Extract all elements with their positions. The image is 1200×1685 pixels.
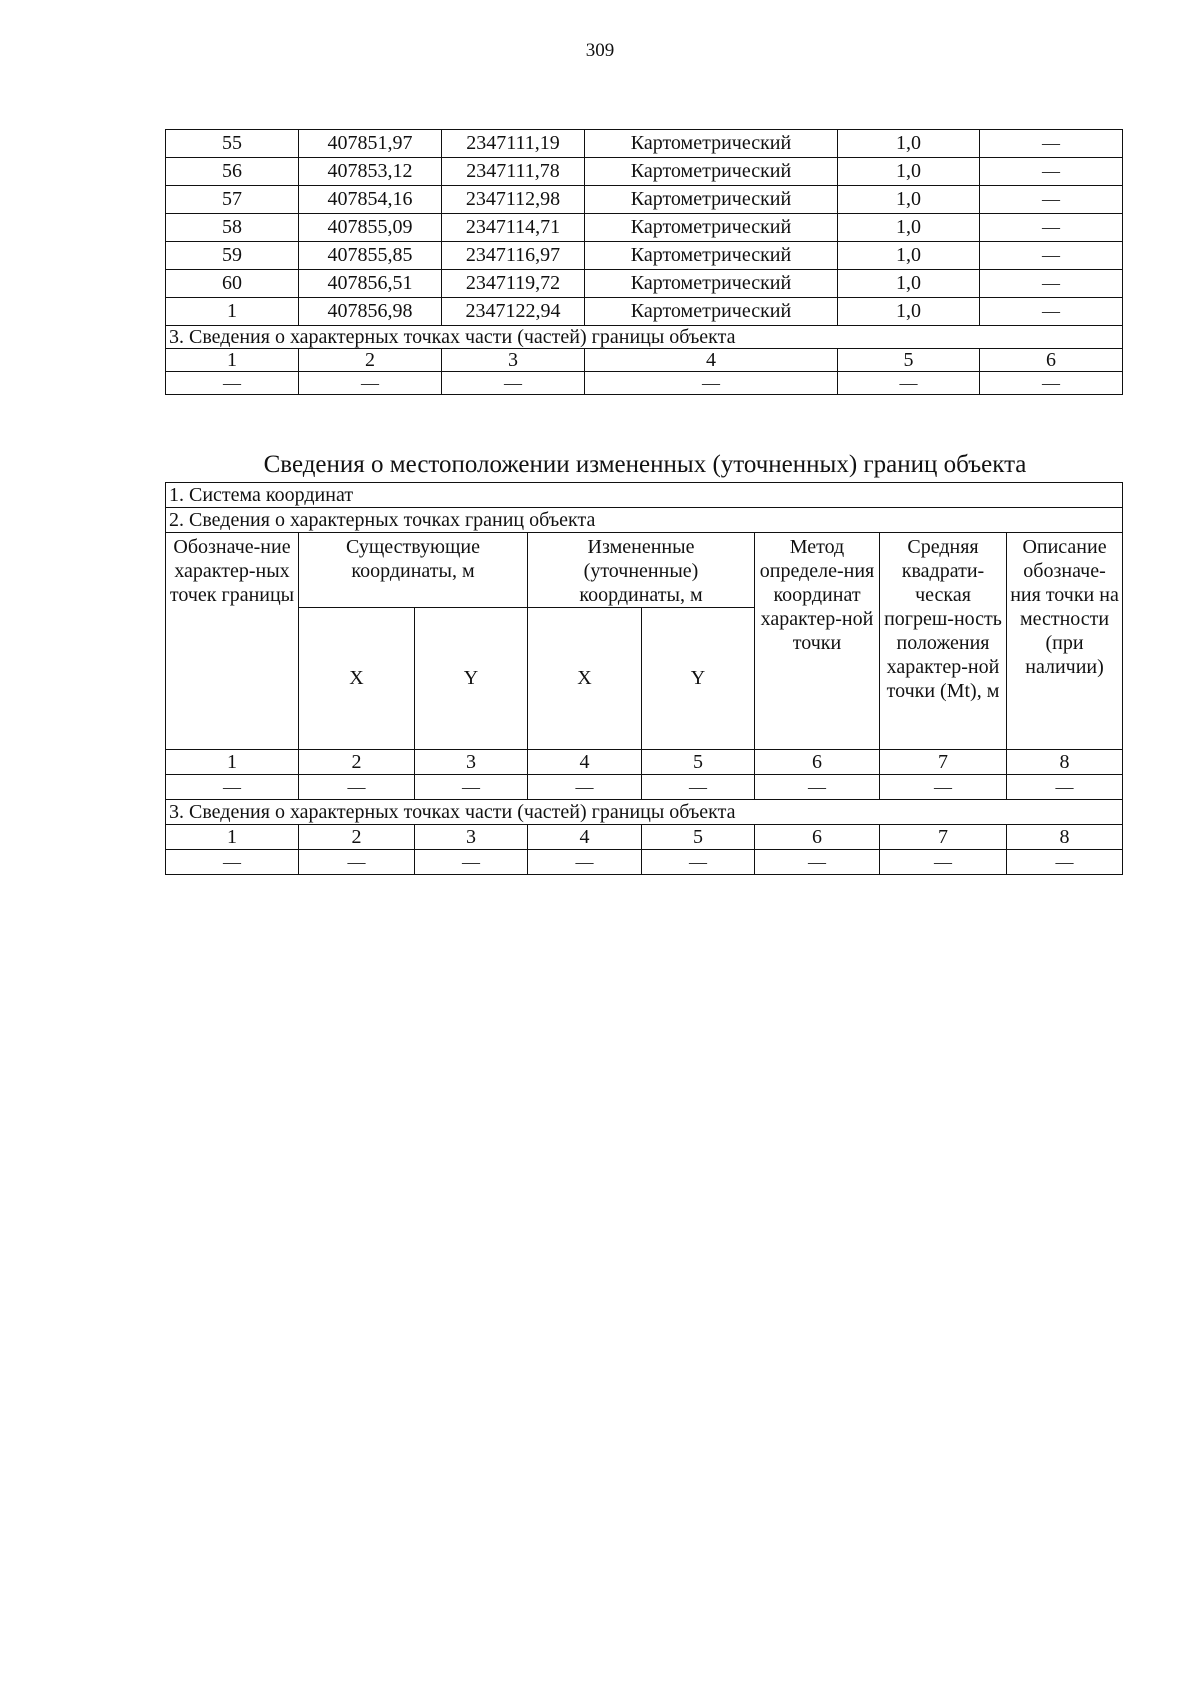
dash-cell: — [166, 775, 299, 800]
column-number: 5 [838, 349, 980, 372]
dash-cell: — [755, 775, 880, 800]
cell-method: Картометрический [585, 214, 838, 242]
cell-n: 55 [166, 130, 299, 158]
dash-cell: — [980, 372, 1123, 395]
cell-mt: 1,0 [838, 186, 980, 214]
header-error: Средняя квадрати-ческая погреш-ность положения характер-ной точки (Mt), м [880, 533, 1007, 750]
cell-y: 2347116,97 [442, 242, 585, 270]
cell-y: 2347114,71 [442, 214, 585, 242]
cell-n: 57 [166, 186, 299, 214]
boundary-points-table [165, 129, 1123, 395]
dash-cell: — [1007, 850, 1123, 875]
table-row [166, 270, 1123, 298]
cell-method: Картометрический [585, 130, 838, 158]
column-number: 3 [415, 750, 528, 775]
dash-cell: — [166, 850, 299, 875]
column-number: 4 [528, 825, 642, 850]
dash-row [166, 372, 1123, 395]
cell-desc: — [980, 186, 1123, 214]
cell-mt: 1,0 [838, 242, 980, 270]
column-number: 1 [166, 349, 299, 372]
column-number: 7 [880, 825, 1007, 850]
table-row [166, 242, 1123, 270]
parts-section-label: 3. Сведения о характерных точках части (частей) границы объекта [166, 326, 1123, 349]
dash-cell: — [880, 775, 1007, 800]
dash-cell: — [299, 775, 415, 800]
changed-boundaries-table [165, 482, 1123, 875]
cell-desc: — [980, 130, 1123, 158]
cell-n: 60 [166, 270, 299, 298]
table-row [166, 326, 1123, 349]
column-number: 3 [442, 349, 585, 372]
header-row [166, 533, 1123, 608]
dash-cell: — [415, 775, 528, 800]
boundary-points-body [166, 130, 1123, 395]
header-x-existing: X [299, 608, 415, 750]
column-number: 6 [755, 825, 880, 850]
column-numbers-row [166, 825, 1123, 850]
column-number: 5 [642, 825, 755, 850]
column-number: 5 [642, 750, 755, 775]
cell-desc: — [980, 270, 1123, 298]
cell-method: Картометрический [585, 186, 838, 214]
points-section-label: 2. Сведения о характерных точках границ объекта [166, 508, 1123, 533]
dash-cell: — [528, 775, 642, 800]
cell-desc: — [980, 242, 1123, 270]
cell-method: Картометрический [585, 242, 838, 270]
dash-cell: — [415, 850, 528, 875]
cell-mt: 1,0 [838, 214, 980, 242]
dash-cell: — [838, 372, 980, 395]
header-y-changed: Y [642, 608, 755, 750]
cell-mt: 1,0 [838, 130, 980, 158]
table-row [166, 214, 1123, 242]
parts-section-label: 3. Сведения о характерных точках части (частей) границы объекта [166, 800, 1123, 825]
header-description: Описание обозначе-ния точки на местности (при наличии) [1007, 533, 1123, 750]
cell-method: Картометрический [585, 270, 838, 298]
dash-cell: — [755, 850, 880, 875]
dash-cell: — [642, 850, 755, 875]
dash-cell: — [880, 850, 1007, 875]
column-number: 8 [1007, 750, 1123, 775]
header-y-existing: Y [415, 608, 528, 750]
column-numbers-row [166, 750, 1123, 775]
cell-n: 59 [166, 242, 299, 270]
header-existing-coords: Существующие координаты, м [299, 533, 528, 608]
column-numbers-row [166, 349, 1123, 372]
cell-mt: 1,0 [838, 158, 980, 186]
cell-x: 407856,98 [299, 298, 442, 326]
cell-desc: — [980, 214, 1123, 242]
dash-cell: — [642, 775, 755, 800]
header-method: Метод определе-ния координат характер-ной точки [755, 533, 880, 750]
cell-y: 2347111,19 [442, 130, 585, 158]
column-number: 2 [299, 825, 415, 850]
cell-x: 407855,85 [299, 242, 442, 270]
table-row [166, 508, 1123, 533]
dash-cell: — [299, 372, 442, 395]
cell-n: 1 [166, 298, 299, 326]
column-number: 2 [299, 750, 415, 775]
table-row [166, 483, 1123, 508]
column-number: 6 [980, 349, 1123, 372]
section-title: Сведения о местоположении измененных (уточненных) границ объекта [263, 451, 1027, 478]
dash-cell: — [299, 850, 415, 875]
cell-n: 58 [166, 214, 299, 242]
column-number: 7 [880, 750, 1007, 775]
cell-y: 2347111,78 [442, 158, 585, 186]
column-number: 8 [1007, 825, 1123, 850]
table-row [166, 800, 1123, 825]
dash-row [166, 775, 1123, 800]
cell-x: 407851,97 [299, 130, 442, 158]
header-changed-coords: Измененные (уточненные) координаты, м [528, 533, 755, 608]
column-number: 1 [166, 750, 299, 775]
cell-method: Картометрический [585, 298, 838, 326]
cell-y: 2347112,98 [442, 186, 585, 214]
column-number: 4 [585, 349, 838, 372]
column-number: 4 [528, 750, 642, 775]
column-number: 6 [755, 750, 880, 775]
column-number: 2 [299, 349, 442, 372]
table-row [166, 158, 1123, 186]
cell-x: 407855,09 [299, 214, 442, 242]
dash-cell: — [442, 372, 585, 395]
dash-cell: — [585, 372, 838, 395]
header-x-changed: X [528, 608, 642, 750]
cell-x: 407854,16 [299, 186, 442, 214]
dash-cell: — [1007, 775, 1123, 800]
dash-cell: — [166, 372, 299, 395]
cell-x: 407856,51 [299, 270, 442, 298]
cell-desc: — [980, 298, 1123, 326]
cell-mt: 1,0 [838, 270, 980, 298]
cell-y: 2347122,94 [442, 298, 585, 326]
cell-mt: 1,0 [838, 298, 980, 326]
table-row [166, 186, 1123, 214]
column-number: 1 [166, 825, 299, 850]
cell-y: 2347119,72 [442, 270, 585, 298]
column-number: 3 [415, 825, 528, 850]
table-row [166, 298, 1123, 326]
cell-n: 56 [166, 158, 299, 186]
cell-desc: — [980, 158, 1123, 186]
dash-cell: — [528, 850, 642, 875]
cell-x: 407853,12 [299, 158, 442, 186]
coordinate-system-label: 1. Система координат [166, 483, 1123, 508]
cell-method: Картометрический [585, 158, 838, 186]
dash-row [166, 850, 1123, 875]
table-row [166, 130, 1123, 158]
page-number: 309 [585, 40, 615, 61]
header-designation: Обозначе-ние характер-ных точек границы [166, 533, 299, 750]
